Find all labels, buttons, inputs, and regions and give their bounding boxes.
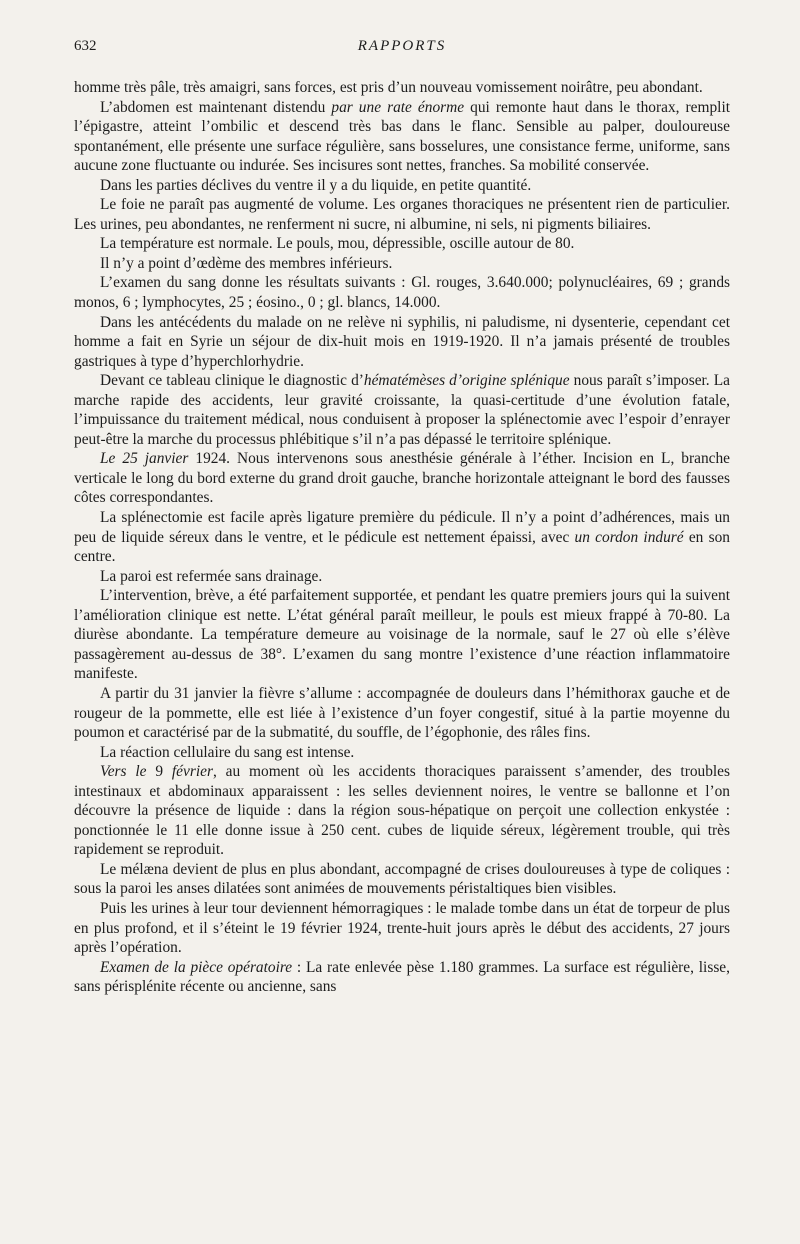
text-run: : La rate enlevée pèse 1.180 grammes. La surface est régulière, lisse, sans périsplénite récente ou ancienne, sans bbox=[74, 958, 730, 996]
text-run: La réaction cellulaire du sang est intense. bbox=[100, 743, 355, 761]
text-run: Il n’y a point d’œdème des membres inférieurs. bbox=[100, 254, 393, 272]
text-run: L’intervention, brève, a été parfaitement supportée, et pendant les quatre premiers jours qui la suivent l’amélioration clinique est nette. L’état général paraît meilleur, le pouls est mieux frappé à 70-80. La diurèse abondante. La température demeure au voisinage de la normale, sauf le 27 où elle s’élève passagèrement au-dessus de 38°. L’examen du sang montre l’existence d’une réaction inflammatoire manifeste. bbox=[74, 587, 730, 683]
paragraph bbox=[74, 313, 730, 372]
text-run: L’abdomen est maintenant distendu bbox=[100, 98, 332, 116]
text-run: nous paraît s’imposer. La marche rapide des accidents, leur gravité croissante, la quasi-certitude d’une évolution fatale, l’impuissance du traitement médical, nous conduisent à proposer la splénectomie avec l’espoir d’enrayer peut-être la marche du processus phlébitique s’il n’a pas dépassé le territoire splénique. bbox=[74, 372, 730, 448]
text-run: Dans les antécédents du malade on ne relève ni syphilis, ni paludisme, ni dysenterie, cependant cet homme a fait en Syrie un séjour de dix-huit mois en 1919-1920. Il n’a jamais présenté de troubles gastriques à type d’hyperchlorhydrie. bbox=[74, 313, 730, 370]
text-run: Puis les urines à leur tour deviennent hémorragiques : le malade tombe dans un état de torpeur de plus en plus profond, et il s’éteint le 19 février 1924, trente-huit jours après le début des accidents, 27 jours après l’opération. bbox=[74, 899, 730, 957]
text-run: La température est normale. Le pouls, mou, dépressible, oscille autour de 80. bbox=[100, 235, 575, 253]
paragraph bbox=[74, 98, 730, 176]
page-number: 632 bbox=[74, 38, 97, 54]
paragraph bbox=[74, 958, 730, 997]
text-run: La paroi est refermée sans drainage. bbox=[100, 567, 323, 585]
paragraph bbox=[74, 78, 730, 98]
text-run: Le foie ne paraît pas augmenté de volume. Les organes thoraciques ne présentent rien de particulier. Les urines, peu abondantes, ne renferment ni sucre, ni albumine, ni sels, ni pigments biliaires. bbox=[74, 196, 730, 233]
text-run: L’examen du sang donne les résultats suivants : Gl. rouges, 3.640.000; polynucléaires, 69 ; grands monos, 6 ; lymphocytes, 25 ; éosino., 0 ; gl. blancs, 14.000. bbox=[74, 274, 730, 312]
italic-text: Examen de la pièce opératoire bbox=[100, 958, 293, 976]
paragraph bbox=[74, 684, 730, 743]
paragraph bbox=[74, 743, 730, 763]
text-run: qui remonte haut dans le thorax, remplit l’épigastre, atteint l’ombilic et descend très bas dans le flanc. Sensible au palper, douloureuse spontanément, elle présente une surface régulière, sans bosselures, une consistance ferme, uniforme, sans aucune zone fluctuante ou indurée. Ses incisures sont nettes, franches. Sa mobilité conservée. bbox=[74, 98, 730, 175]
body-text bbox=[74, 78, 730, 997]
paragraph bbox=[74, 899, 730, 958]
text-run: A partir du 31 janvier la fièvre s’allume : accompagnée de douleurs dans l’hémithorax gauche et de rougeur de la pommette, elle est liée à l’existence d’un foyer congestif, situé à la partie moyenne du poumon et caractérisé par de la submatité, du souffle, de l’égophonie, des râles fins. bbox=[74, 684, 730, 742]
italic-text: par une rate énorme bbox=[331, 98, 465, 116]
text-run: Devant ce tableau clinique le diagnostic d’ bbox=[100, 372, 364, 390]
paragraph bbox=[74, 508, 730, 567]
text-run: en son centre. bbox=[74, 528, 730, 566]
paragraph bbox=[74, 254, 730, 274]
paragraph bbox=[74, 860, 730, 899]
text-run: homme très pâle, très amaigri, sans forces, est pris d’un nouveau vomissement noirâtre, peu abondant. bbox=[74, 79, 703, 96]
paragraph bbox=[74, 273, 730, 312]
text-run: , au moment où les accidents thoraciques paraissent s’amender, des troubles intestinaux et abdominaux apparaissent : les selles deviennent noires, le ventre se ballonne et l’on découvre la présence de liquide : dans la région sous-hépatique on perçoit une collection enkystée : ponctionnée le 11 elle donne issue à 250 cent. cubes de liquide séreux, légèrement trouble, qui très rapidement se reproduit. bbox=[74, 763, 730, 859]
paragraph bbox=[74, 762, 730, 860]
italic-text: un cordon induré bbox=[574, 528, 684, 546]
italic-text: Vers le bbox=[100, 763, 147, 781]
paragraph bbox=[74, 195, 730, 234]
running-title: RAPPORTS bbox=[357, 38, 447, 54]
paragraph bbox=[74, 567, 730, 587]
paragraph bbox=[74, 176, 730, 196]
italic-text: février bbox=[171, 763, 213, 781]
text-run: Dans les parties déclives du ventre il y a du liquide, en petite quantité. bbox=[100, 176, 532, 194]
paragraph bbox=[74, 234, 730, 254]
text-run: 9 bbox=[146, 763, 172, 781]
italic-text: Le 25 janvier bbox=[100, 450, 189, 468]
paragraph bbox=[74, 449, 730, 508]
text-run: Le mélæna devient de plus en plus abondant, accompagné de crises douloureuses à type de coliques : sous la paroi les anses dilatées sont animées de mouvements péristaltiques bien visibles. bbox=[74, 860, 730, 898]
text-run: La splénectomie est facile après ligature première du pédicule. Il n’y a point d’adhérences, mais un peu de liquide séreux dans le ventre, et le pédicule est nettement épaissi, avec bbox=[74, 509, 730, 546]
paragraph bbox=[74, 586, 730, 684]
page-header bbox=[74, 38, 730, 60]
paragraph bbox=[74, 371, 730, 449]
italic-text: hématémèses d’origine splénique bbox=[363, 372, 570, 390]
text-run: 1924. Nous intervenons sous anesthésie générale à l’éther. Incision en L, branche verticale le long du bord externe du grand droit gauche, branche horizontale atteignant le bord des fausses côtes correspondantes. bbox=[74, 450, 731, 507]
